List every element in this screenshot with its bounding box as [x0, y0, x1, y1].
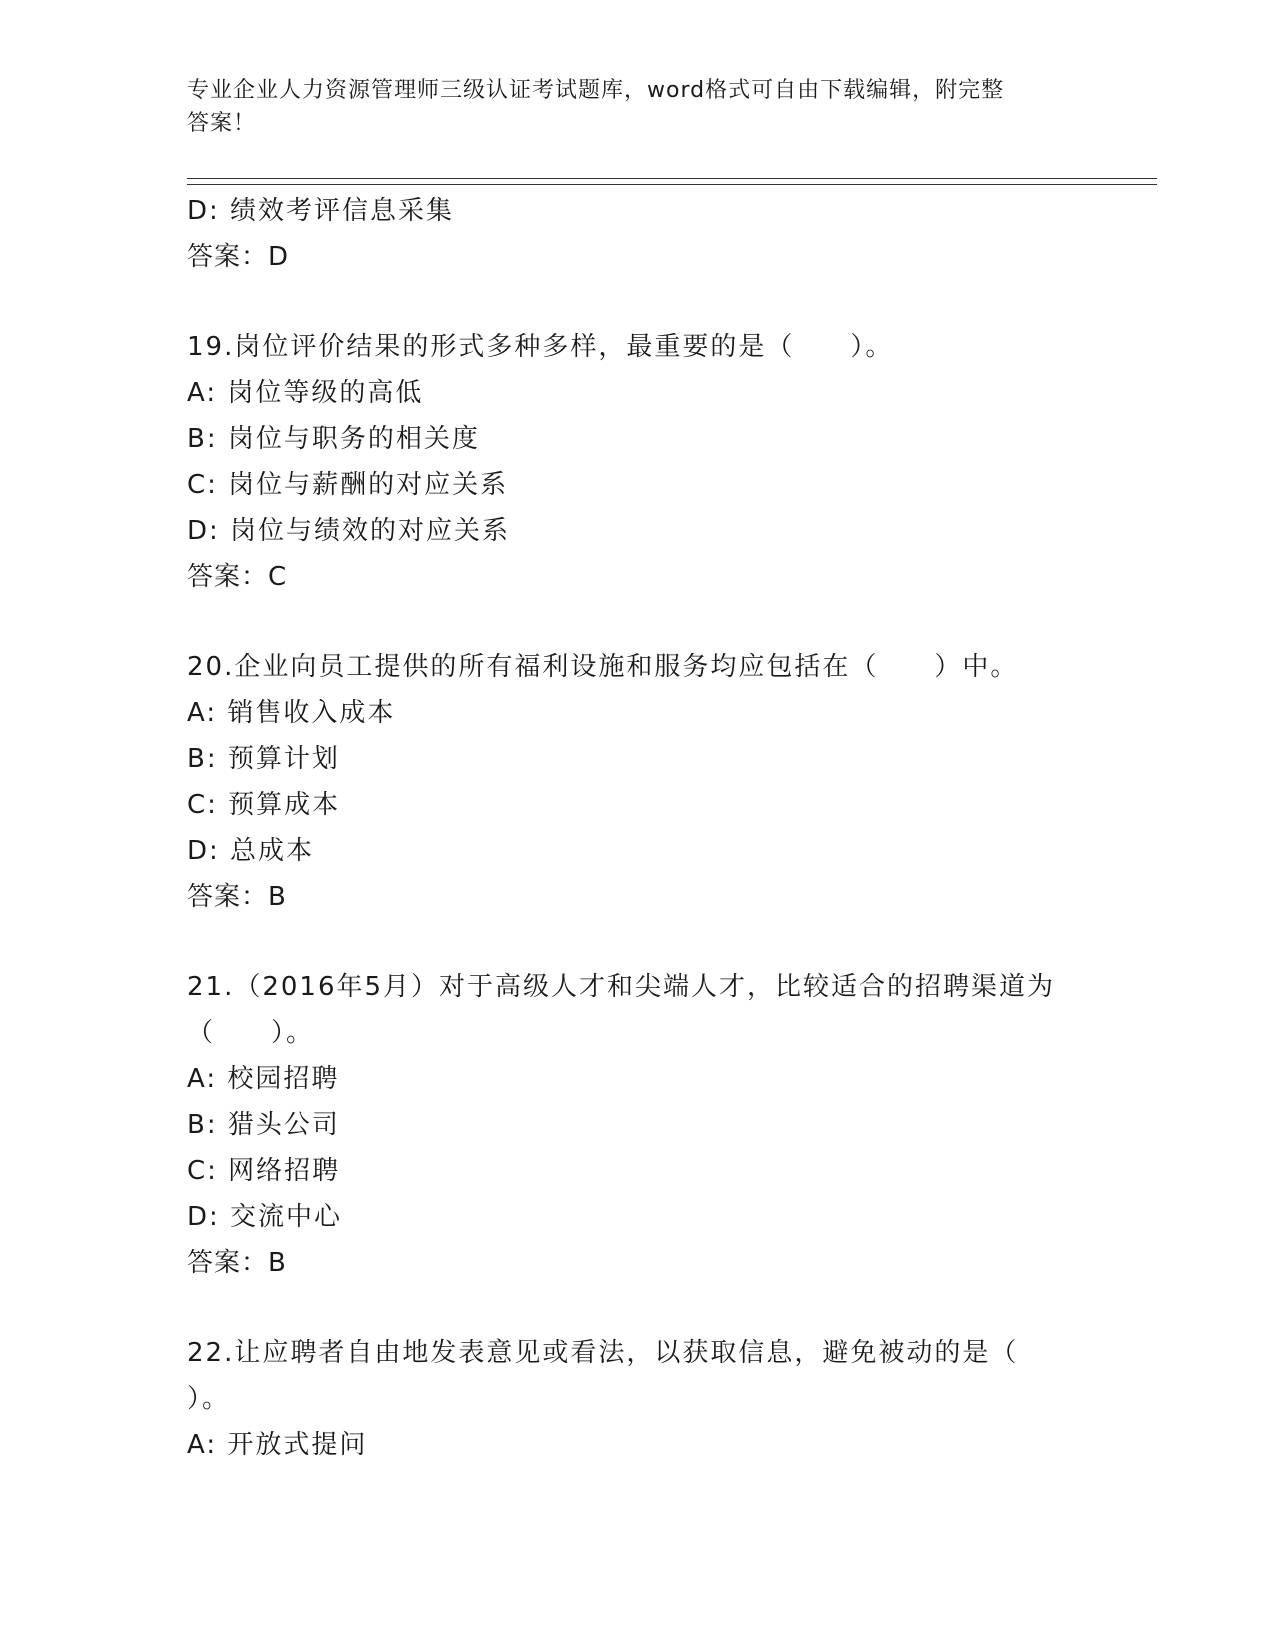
option-c: C: 岗位与薪酬的对应关系 — [187, 470, 509, 500]
header-line-2: 答案！ — [187, 111, 257, 136]
question-text: 19.岗位评价结果的形式多种多样，最重要的是（ ）。 — [187, 332, 894, 362]
question-block-19 — [187, 324, 1087, 600]
option-b: B: 预算计划 — [187, 744, 340, 774]
option-d: D: 交流中心 — [187, 1202, 343, 1232]
answer-line: 答案：B — [187, 882, 287, 912]
answer-line: 答案：B — [187, 1248, 287, 1278]
question-text: 21.（2016年5月）对于高级人才和尖端人才，比较适合的招聘渠道为 — [187, 972, 1056, 1002]
document-page — [187, 0, 1157, 1650]
question-text: 20.企业向员工提供的所有福利设施和服务均应包括在（ ）中。 — [187, 652, 1019, 682]
question-block-21 — [187, 964, 1087, 1286]
option-b: B: 岗位与职务的相关度 — [187, 424, 480, 454]
option-d: D: 总成本 — [187, 836, 315, 866]
question-block-22 — [187, 1330, 1087, 1468]
option-d: D: 绩效考评信息采集 — [187, 196, 455, 226]
option-a: A: 校园招聘 — [187, 1064, 340, 1094]
option-b: B: 猎头公司 — [187, 1110, 340, 1140]
option-d: D: 岗位与绩效的对应关系 — [187, 516, 511, 546]
question-list — [187, 188, 1087, 1468]
option-c: C: 网络招聘 — [187, 1156, 341, 1186]
answer-line: 答案：C — [187, 562, 288, 592]
header-double-rule — [187, 178, 1157, 185]
question-block-18 — [187, 188, 1087, 280]
question-text: 22.让应聘者自由地发表意见或看法，以获取信息，避免被动的是（ — [187, 1338, 1019, 1368]
answer-line: 答案：D — [187, 242, 290, 272]
document-header — [187, 74, 1087, 140]
option-a: A: 开放式提问 — [187, 1430, 368, 1460]
header-line-1: 专业企业人力资源管理师三级认证考试题库，word格式可自由下载编辑，附完整 — [187, 78, 1005, 103]
question-block-20 — [187, 644, 1087, 920]
question-text-continued: ）。 — [187, 1384, 231, 1414]
question-text-continued: （ ）。 — [187, 1018, 315, 1048]
option-a: A: 岗位等级的高低 — [187, 378, 424, 408]
option-a: A: 销售收入成本 — [187, 698, 396, 728]
option-c: C: 预算成本 — [187, 790, 341, 820]
